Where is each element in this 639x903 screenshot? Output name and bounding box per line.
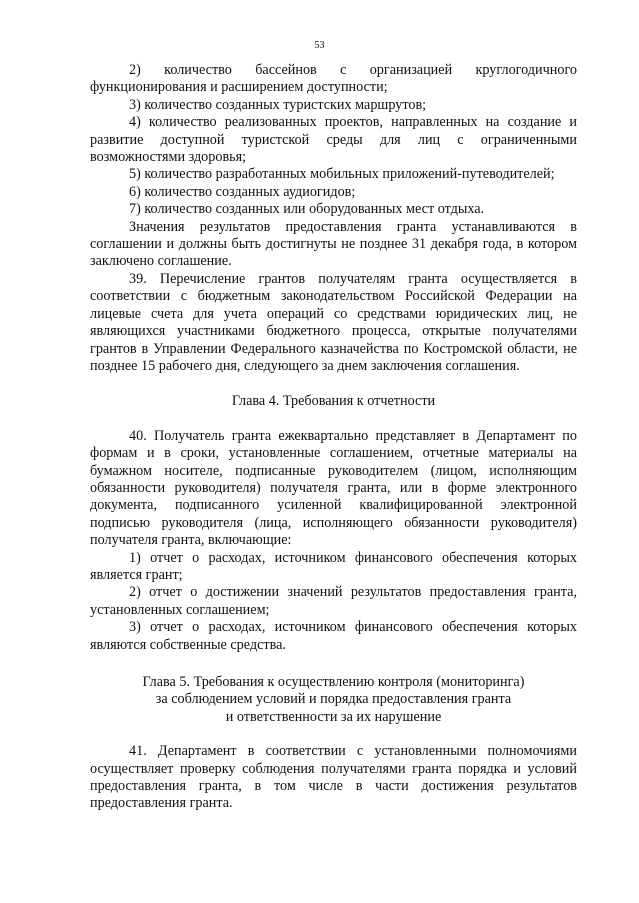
list-item-4-projects: 4) количество реализованных проектов, направленных на создание и развитие доступной туристской среды для лиц с ограниченными возможностями здоровья; (90, 114, 577, 166)
report-item-2: 2) отчет о достижении значений результатов предоставления гранта, установленных соглашением; (90, 584, 577, 618)
chapter-5-heading-line-2: за соблюдением условий и порядка предоставления гранта (155, 691, 512, 708)
paragraph-41: 41. Департамент в соответствии с установленными полномочиями осуществляет проверку соблюдения получателями гранта порядка и условий предоставления гранта, в том числе в части достижения результатов предоставления гранта. (90, 743, 577, 812)
list-item-7-rest-places: 7) количество созданных или оборудованных мест отдыха. (129, 201, 485, 218)
report-item-1: 1) отчет о расходах, источником финансового обеспечения которых является грант; (90, 549, 577, 583)
list-item-2-pools: 2) количество бассейнов с организацией круглогодичного функционирования и расширением доступности; (90, 62, 577, 96)
chapter-5-heading (90, 674, 577, 726)
page-number: 53 (314, 40, 325, 51)
report-item-3: 3) отчет о расходах, источником финансового обеспечения которых являются собственные средства. (90, 619, 577, 653)
paragraph-40: 40. Получатель гранта ежеквартально представляет в Департамент по формам и в сроки, установленные соглашением, отчетные материалы на бумажном носителе, подписанные руководителем (лицом, исполняющим обязанности руководителя) получателя гранта, или в форме электронного документа, подписанного усиленной квалифицированной электронной подписью руководителя (лица, исполняющего обязанности руководителя) получателя гранта, включающие: (90, 427, 577, 549)
chapter-5-heading-line-3: и ответственности за их нарушение (225, 708, 442, 725)
document-body (90, 62, 577, 813)
list-item-3-routes: 3) количество созданных туристских маршрутов; (129, 96, 427, 113)
list-item-5-apps: 5) количество разработанных мобильных приложений-путеводителей; (129, 166, 555, 183)
paragraph-39: 39. Перечисление грантов получателям гранта осуществляется в соответствии с бюджетным законодательством Российской Федерации на лицевые счета для учета операций со средствами юридических лиц, не являющихся участниками бюджетного процесса, открытые получателями грантов в Управлении Федерального казначейства по Костромской области, не позднее 15 рабочего дня, следующего за днем заключения соглашения. (90, 270, 577, 374)
results-values-paragraph: Значения результатов предоставления гранта устанавливаются в соглашении и должны быть достигнуты не позднее 31 декабря года, в котором заключено соглашение. (90, 218, 577, 270)
list-item-6-audioguides: 6) количество созданных аудиогидов; (129, 183, 356, 200)
chapter-4-heading: Глава 4. Требования к отчетности (231, 393, 436, 410)
chapter-5-heading-line-1: Глава 5. Требования к осуществлению контроля (мониторинга) (142, 674, 525, 690)
